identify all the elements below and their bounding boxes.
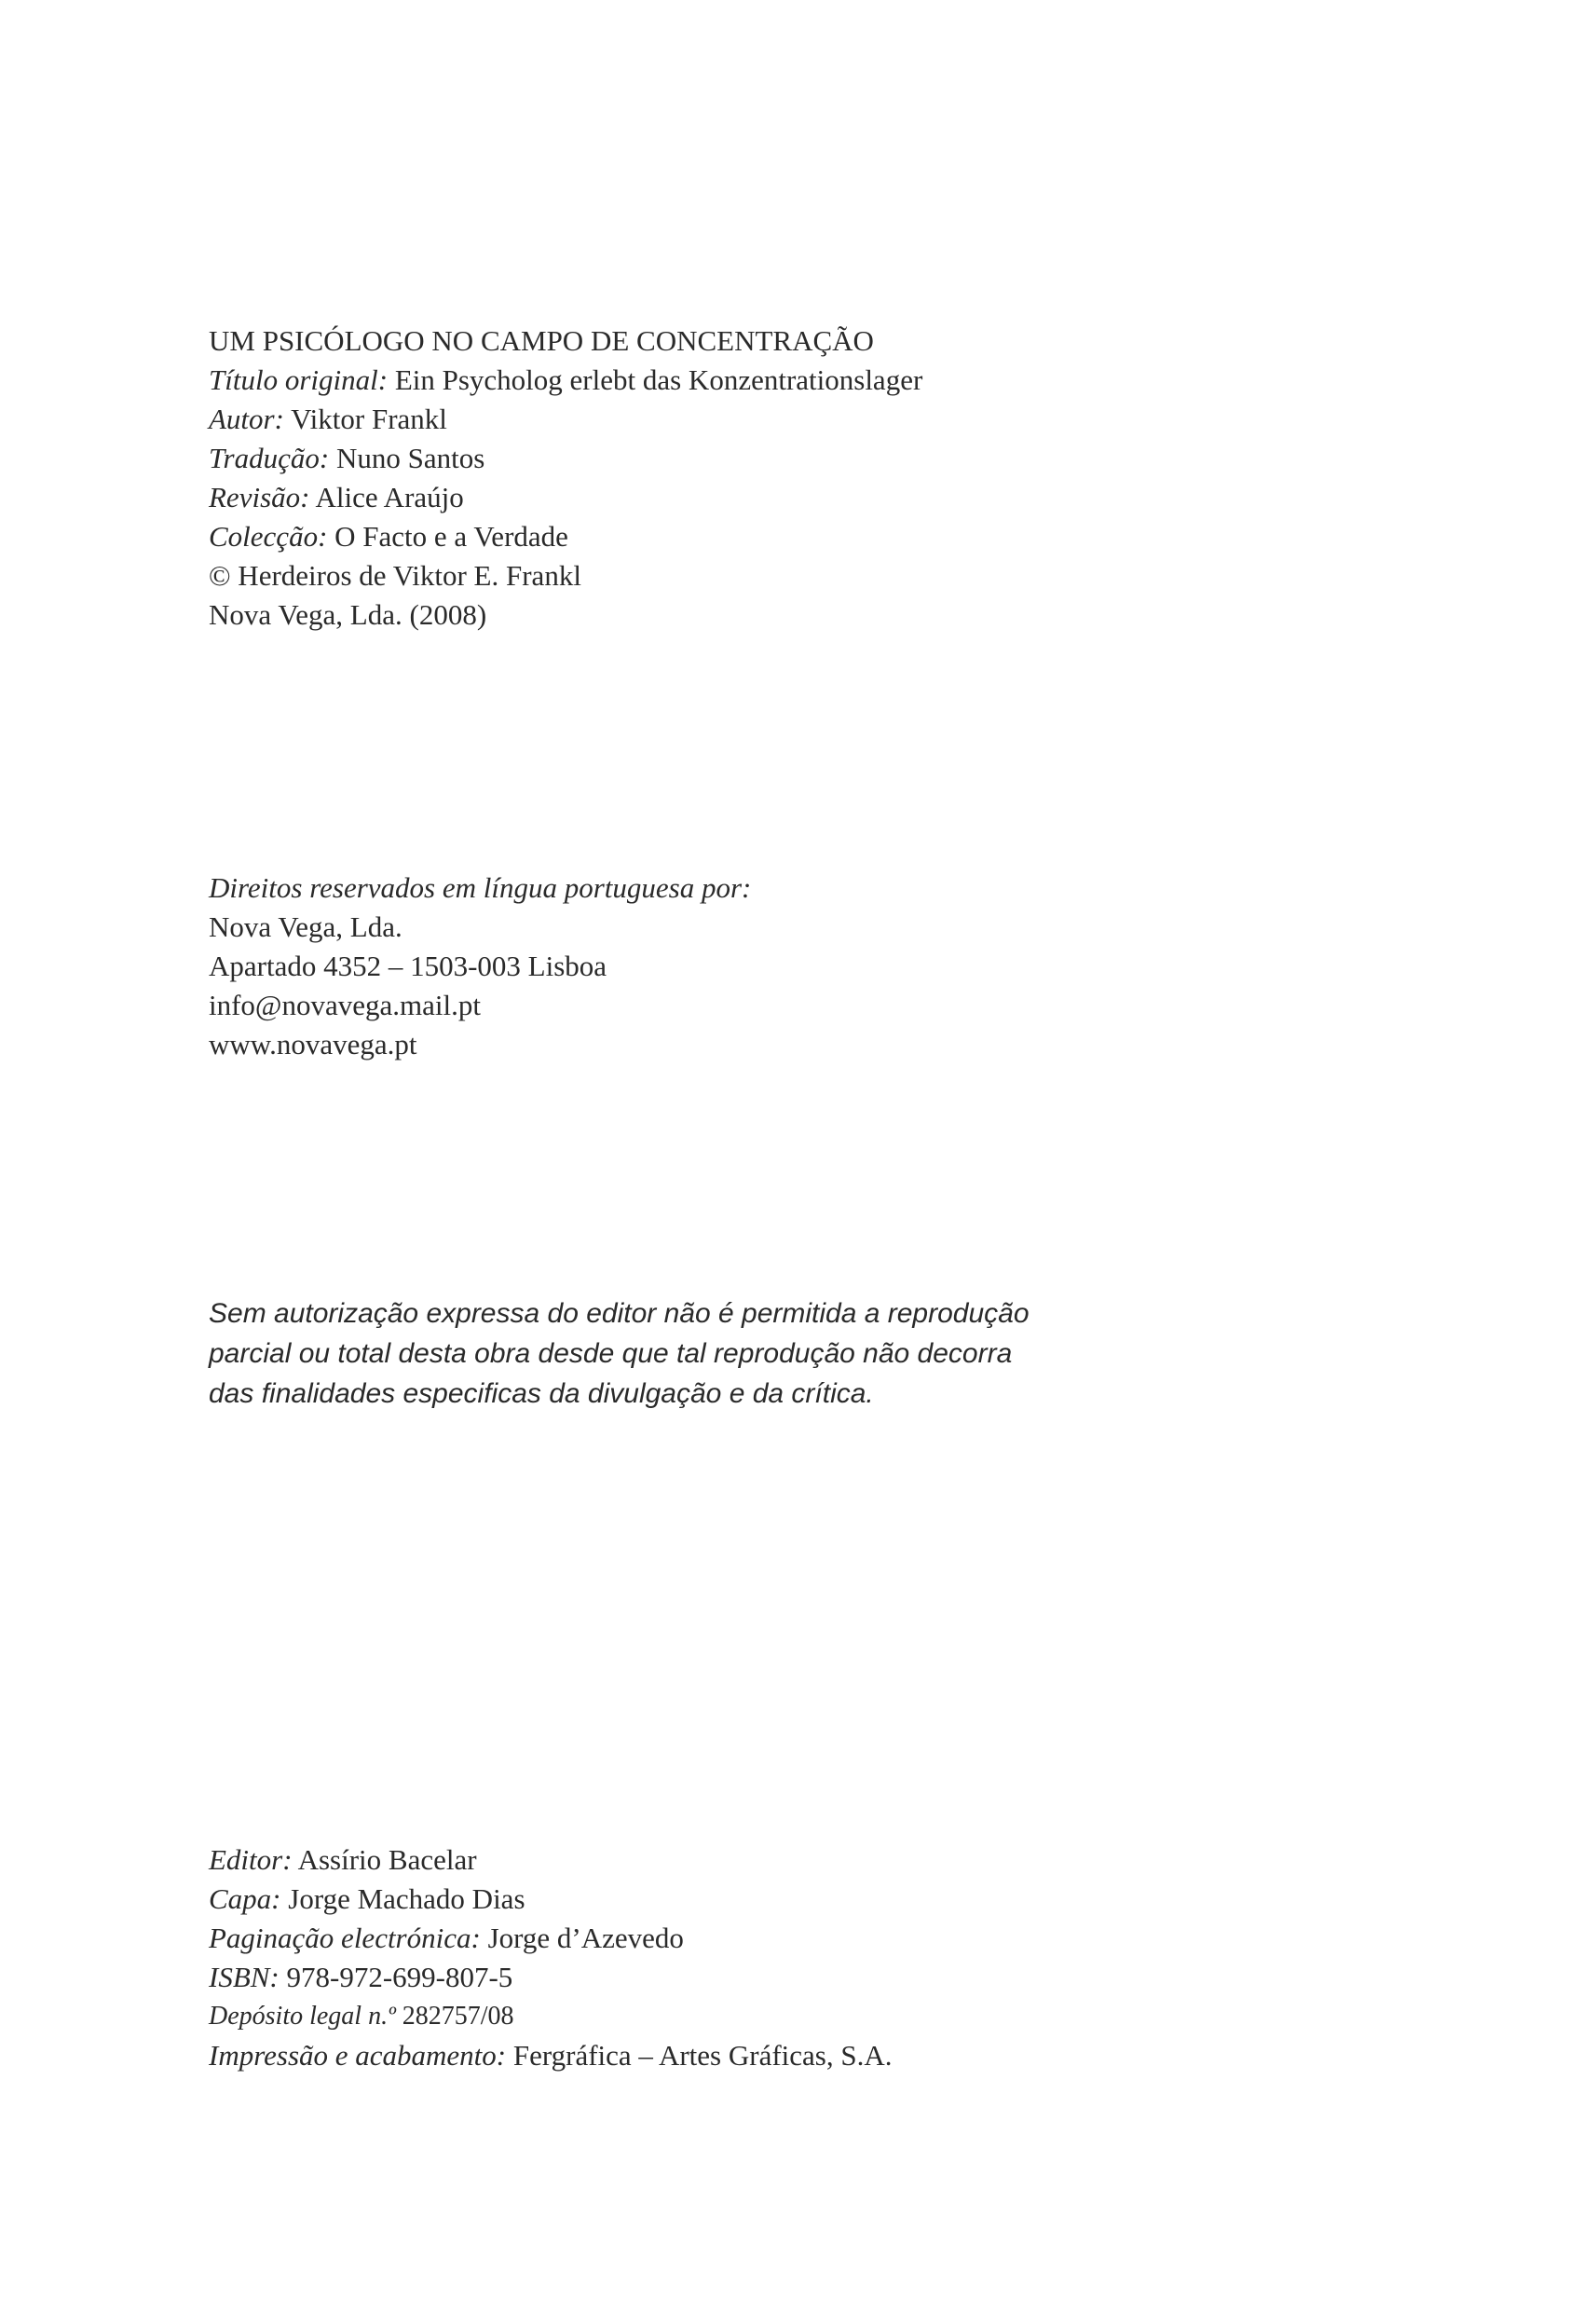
revision-value: Alice Araújo — [315, 481, 464, 513]
legal-deposit-value: 282757/08 — [402, 2002, 514, 2031]
translation-value: Nuno Santos — [335, 442, 485, 474]
author-value: Viktor Frankl — [291, 403, 447, 435]
collection-label: Colecção: — [209, 520, 328, 553]
legal-deposit-line — [209, 1997, 1420, 2036]
rights-address: Apartado 4352 – 1503-003 Lisboa — [209, 950, 607, 982]
publisher-year-line: Nova Vega, Lda. (2008) — [209, 598, 487, 631]
title-block — [209, 321, 1420, 635]
copyright-line: © Herdeiros de Viktor E. Frankl — [209, 559, 581, 592]
layout-label: Paginação electrónica: — [209, 1922, 481, 1954]
printing-value: Fergráfica – Artes Gráficas, S.A. — [512, 2039, 893, 2072]
collection-line — [209, 517, 1420, 556]
rights-block — [209, 869, 1420, 1064]
rights-publisher: Nova Vega, Lda. — [209, 910, 402, 943]
rights-email: info@novavega.mail.pt — [209, 989, 481, 1021]
translation-label: Tradução: — [209, 442, 330, 474]
layout-value: Jorge d’Azevedo — [487, 1922, 684, 1954]
cover-value: Jorge Machado Dias — [288, 1882, 525, 1915]
translation-line — [209, 439, 1420, 478]
printing-label: Impressão e acabamento: — [209, 2039, 507, 2072]
cover-label: Capa: — [209, 1882, 281, 1915]
notice-line: Sem autorização expressa do editor não é permitida a reprodução — [209, 1298, 1030, 1329]
book-title: UM PSICÓLOGO NO CAMPO DE CONCENTRAÇÃO — [209, 324, 874, 357]
cover-line — [209, 1880, 1420, 1919]
notice-line: das finalidades especificas da divulgação e da crítica. — [209, 1378, 874, 1409]
collection-value: O Facto e a Verdade — [334, 520, 568, 553]
editor-label: Editor: — [209, 1843, 293, 1876]
reproduction-notice — [209, 1293, 1420, 1414]
layout-line — [209, 1919, 1420, 1958]
isbn-value: 978-972-699-807-5 — [286, 1961, 513, 1993]
rights-website: www.novavega.pt — [209, 1028, 417, 1060]
original-title-value: Ein Psycholog erlebt das Konzentrationslager — [394, 363, 923, 396]
legal-deposit-label: Depósito legal n.º — [209, 2002, 396, 2031]
rights-heading: Direitos reservados em língua portuguesa por: — [209, 871, 752, 904]
isbn-line — [209, 1958, 1420, 1997]
editor-value: Assírio Bacelar — [297, 1843, 477, 1876]
original-title-line — [209, 361, 1420, 400]
revision-line — [209, 478, 1420, 517]
editor-line — [209, 1840, 1420, 1880]
printing-line — [209, 2036, 1420, 2075]
notice-line: parcial ou total desta obra desde que tal reprodução não decorra — [209, 1338, 1013, 1369]
original-title-label: Título original: — [209, 363, 389, 396]
isbn-label: ISBN: — [209, 1961, 280, 1993]
credits-block — [209, 1840, 1420, 2075]
author-line — [209, 400, 1420, 439]
author-label: Autor: — [209, 403, 284, 435]
revision-label: Revisão: — [209, 481, 310, 513]
